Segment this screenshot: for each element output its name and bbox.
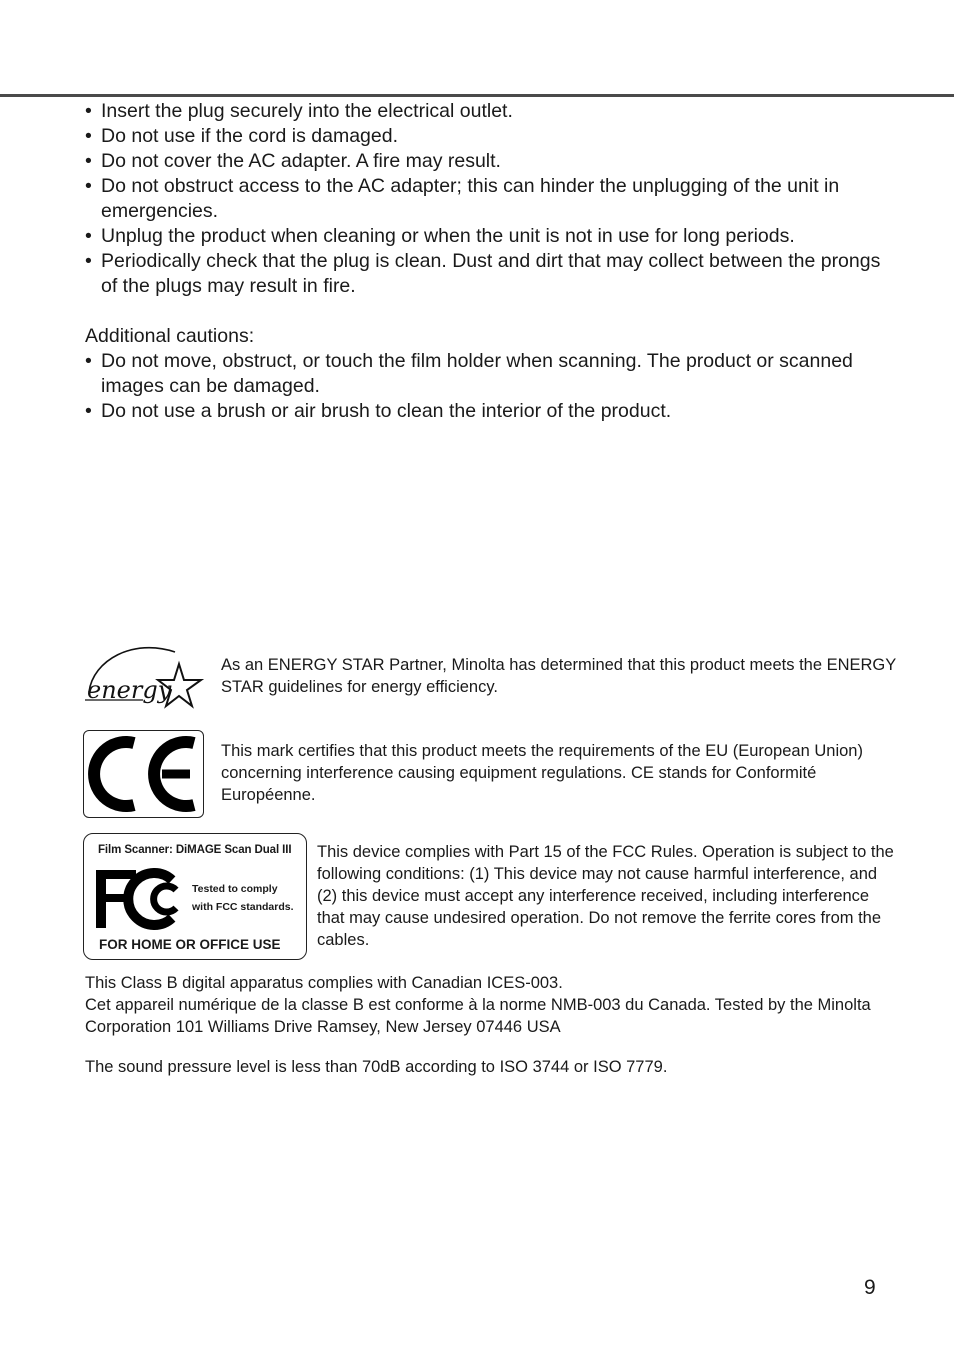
additional-caution-list: [85, 349, 885, 424]
caution-item: • Do not obstruct access to the AC adapter; this can hinder the unplugging of the unit in emergencies.: [85, 174, 885, 224]
svg-text:energy: energy: [87, 676, 172, 704]
additional-caution-item: • Do not use a brush or air brush to clean the interior of the product.: [85, 399, 885, 424]
additional-caution-item: • Do not move, obstruct, or touch the film holder when scanning. The product or scanned images can be damaged.: [85, 349, 885, 399]
fcc-footer: FOR HOME OR OFFICE USE: [99, 937, 281, 952]
ce-mark-icon: [84, 731, 202, 816]
fcc-tested-text: [192, 880, 304, 916]
fcc-tested-line: Tested to comply: [192, 883, 278, 895]
ce-text: This mark certifies that this product meets the requirements of the EU (European Union) concerning interference causing equipment regulations. CE stands for Conformité Européenne.: [221, 742, 863, 804]
caution-list: [85, 99, 885, 299]
fcc-text: This device complies with Part 15 of the FCC Rules. Operation is subject to the following conditions: (1) This device may not cause harmful interference, and (2) this device must accept any interference received, including interference that may cause undesired operation. Do not remove the ferrite cores from the cables.: [317, 843, 894, 949]
caution-item: • Periodically check that the plug is clean. Dust and dirt that may collect between the prongs of the plugs may result in fire.: [85, 249, 885, 299]
fcc-product-prefix: Film Scanner:: [98, 844, 176, 856]
canada-compliance: [85, 972, 885, 1038]
caution-item: • Do not cover the AC adapter. A fire may result.: [85, 149, 885, 174]
fcc-product-label: [98, 844, 291, 856]
energy-star-text: As an ENERGY STAR Partner, Minolta has determined that this product meets the ENERGY STAR guidelines for energy efficiency.: [221, 656, 896, 696]
ce-mark-box: [83, 730, 204, 818]
caution-item: • Unplug the product when cleaning or when the unit is not in use for long periods.: [85, 224, 885, 249]
fcc-logo-icon: [96, 868, 184, 930]
energy-star-logo-icon: [83, 642, 207, 712]
caution-item: • Do not use if the cord is damaged.: [85, 124, 885, 149]
fcc-label: [83, 833, 307, 960]
page-number: 9: [864, 1276, 876, 1299]
canada-line: This Class B digital apparatus complies with Canadian ICES-003.: [85, 974, 563, 992]
sound-pressure-text: The sound pressure level is less than 70dB according to ISO 3744 or ISO 7779.: [85, 1058, 668, 1076]
fcc-tested-line: with FCC standards.: [192, 901, 294, 913]
caution-item: • Insert the plug securely into the electrical outlet.: [85, 99, 885, 124]
fcc-product-name: DiMAGE Scan Dual III: [175, 844, 292, 856]
canada-line: Cet appareil numérique de la classe B est conforme à la norme NMB-003 du Canada. Tested by the Minolta Corporation 101 Williams Drive Ramsey, New Jersey 07446 USA: [85, 996, 871, 1036]
header-rule: [0, 94, 954, 97]
additional-cautions-heading: Additional cautions:: [85, 325, 255, 347]
